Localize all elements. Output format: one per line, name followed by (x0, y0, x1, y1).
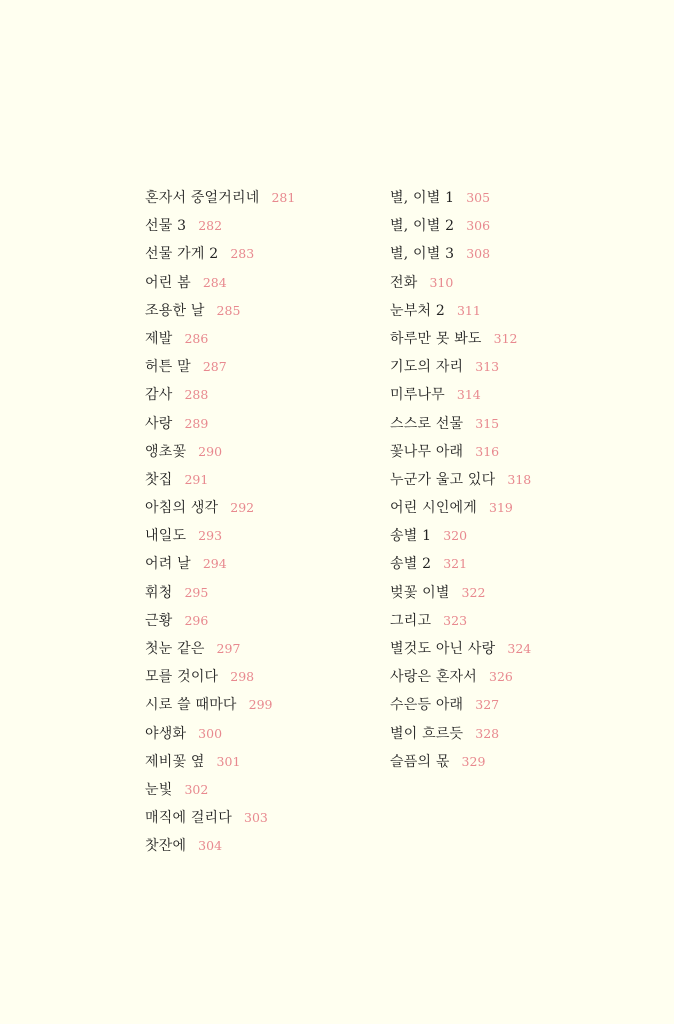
entry-page-number: 312 (493, 330, 518, 346)
entry-page-number: 297 (216, 641, 241, 656)
entry-title: 누군가 울고 있다 (390, 471, 496, 488)
entry-title: 아침의 생각 (145, 500, 219, 517)
toc-entry[interactable] (145, 635, 380, 663)
entry-title: 그리고 (390, 612, 432, 629)
entry-title: 송별 1 (390, 528, 432, 545)
entry-title: 시로 쓸 때마다 (145, 697, 237, 714)
entry-title: 내일도 (145, 528, 187, 545)
entry-title: 제발 (145, 330, 173, 347)
entry-page-number: 283 (230, 246, 255, 262)
entry-title: 별, 이별 1 (390, 190, 455, 206)
entry-title: 슬픔의 몫 (390, 753, 450, 770)
entry-page-number: 327 (475, 697, 500, 713)
toc-entry[interactable] (145, 663, 380, 691)
entry-page-number: 313 (475, 359, 500, 375)
toc-entry[interactable] (145, 522, 380, 550)
toc-entry[interactable] (390, 522, 660, 550)
entry-title: 근황 (145, 612, 173, 629)
entry-page-number: 291 (184, 471, 209, 487)
entry-title: 선물 3 (145, 218, 187, 235)
entry-page-number: 285 (216, 302, 241, 318)
entry-page-number: 290 (198, 443, 223, 459)
entry-title: 매직에 걸리다 (145, 810, 232, 827)
toc-left-column (145, 184, 380, 861)
entry-page-number: 302 (184, 781, 209, 797)
entry-title: 찻집 (145, 471, 173, 488)
entry-title: 조용한 날 (145, 302, 205, 319)
entry-title: 제비꽃 옆 (145, 753, 205, 770)
toc-entry[interactable] (390, 325, 660, 353)
entry-page-number: 322 (461, 584, 486, 600)
toc-entry[interactable] (145, 494, 380, 522)
entry-page-number: 301 (216, 753, 241, 769)
toc-entry[interactable] (145, 269, 380, 297)
toc-entry[interactable] (390, 466, 660, 494)
entry-page-number: 281 (271, 190, 296, 205)
entry-page-number: 303 (244, 810, 268, 826)
entry-title: 눈빛 (145, 781, 173, 798)
entry-page-number: 326 (489, 669, 513, 685)
toc-entry[interactable] (390, 240, 660, 268)
entry-title: 혼자서 중얼거리네 (145, 190, 260, 206)
entry-page-number: 289 (184, 415, 209, 431)
toc-right-column (390, 184, 660, 776)
toc-entry[interactable] (390, 607, 660, 635)
toc-entry[interactable] (390, 720, 660, 748)
toc-entry[interactable] (390, 184, 660, 212)
toc-entry[interactable] (145, 381, 380, 409)
entry-page-number: 310 (429, 274, 454, 290)
toc-entry[interactable] (390, 381, 660, 409)
entry-title: 별, 이별 3 (390, 246, 455, 263)
entry-page-number: 329 (461, 753, 486, 769)
toc-entry[interactable] (145, 607, 380, 635)
entry-page-number: 318 (507, 471, 532, 487)
toc-entry[interactable] (390, 269, 660, 297)
entry-title: 어린 시인에게 (390, 500, 477, 517)
entry-page-number: 305 (466, 190, 491, 205)
entry-page-number: 288 (184, 387, 209, 403)
entry-title: 벚꽃 이별 (390, 584, 450, 601)
entry-page-number: 315 (475, 415, 500, 431)
toc-entry[interactable] (145, 212, 380, 240)
entry-page-number: 286 (184, 330, 209, 346)
toc-entry[interactable] (390, 663, 660, 691)
toc-entry[interactable] (145, 410, 380, 438)
entry-title: 눈부처 2 (390, 302, 445, 319)
toc-entry[interactable] (145, 240, 380, 268)
toc-entry[interactable] (390, 635, 660, 663)
entry-page-number: 294 (202, 556, 227, 572)
toc-entry[interactable] (390, 438, 660, 466)
toc-entry[interactable] (390, 410, 660, 438)
entry-page-number: 284 (202, 274, 227, 290)
entry-page-number: 300 (198, 725, 223, 741)
toc-entry[interactable] (390, 579, 660, 607)
entry-title: 사랑은 혼자서 (390, 669, 477, 686)
entry-page-number: 304 (198, 838, 223, 854)
entry-page-number: 293 (198, 528, 223, 544)
entry-page-number: 292 (230, 500, 255, 516)
entry-page-number: 296 (184, 612, 209, 628)
toc-entry[interactable] (145, 297, 380, 325)
toc-entry[interactable] (145, 325, 380, 353)
entry-title: 허튼 말 (145, 359, 191, 376)
toc-entry[interactable] (145, 691, 380, 719)
entry-title: 앵초꽃 (145, 443, 187, 460)
toc-entry[interactable] (145, 804, 380, 832)
toc-entry[interactable] (145, 776, 380, 804)
entry-title: 감사 (145, 387, 173, 404)
entry-page-number: 299 (248, 697, 273, 713)
entry-title: 하루만 못 봐도 (390, 330, 482, 347)
toc-entry[interactable] (145, 353, 380, 381)
toc-entry[interactable] (145, 748, 380, 776)
toc-entry[interactable] (390, 550, 660, 578)
entry-title: 사랑 (145, 415, 173, 432)
toc-entry[interactable] (145, 720, 380, 748)
entry-title: 야생화 (145, 725, 187, 742)
toc-entry[interactable] (145, 184, 380, 212)
entry-page-number: 308 (466, 246, 491, 262)
entry-title: 휘청 (145, 584, 173, 601)
entry-title: 선물 가게 2 (145, 246, 219, 263)
entry-page-number: 306 (466, 218, 491, 234)
entry-title: 꽃나무 아래 (390, 443, 464, 460)
entry-title: 어려 날 (145, 556, 191, 573)
toc-entry[interactable] (390, 212, 660, 240)
entry-title: 첫눈 같은 (145, 641, 205, 657)
entry-page-number: 316 (475, 443, 500, 459)
toc-entry[interactable] (390, 748, 660, 776)
table-of-contents (0, 184, 674, 884)
toc-entry[interactable] (390, 353, 660, 381)
entry-title: 수은등 아래 (390, 697, 464, 714)
entry-page-number: 314 (456, 387, 481, 403)
toc-entry[interactable] (390, 691, 660, 719)
entry-page-number: 298 (230, 669, 255, 685)
entry-title: 전화 (390, 274, 418, 291)
entry-title: 스스로 선물 (390, 415, 464, 432)
toc-entry[interactable] (145, 438, 380, 466)
entry-page-number: 287 (202, 359, 227, 375)
entry-page-number: 320 (443, 528, 468, 544)
entry-title: 어린 봄 (145, 274, 191, 291)
entry-title: 별, 이별 2 (390, 218, 455, 235)
toc-entry[interactable] (145, 832, 380, 860)
entry-title: 미루나무 (390, 387, 445, 404)
toc-entry[interactable] (145, 466, 380, 494)
entry-title: 별것도 아닌 사랑 (390, 641, 496, 657)
entry-page-number: 324 (507, 641, 532, 656)
entry-page-number: 282 (198, 218, 223, 234)
toc-entry[interactable] (145, 579, 380, 607)
entry-title: 찻잔에 (145, 838, 187, 855)
toc-entry[interactable] (390, 297, 660, 325)
entry-page-number: 328 (475, 725, 500, 741)
toc-entry[interactable] (145, 550, 380, 578)
entry-page-number: 319 (489, 500, 513, 516)
entry-page-number: 321 (443, 556, 468, 572)
toc-entry[interactable] (390, 494, 660, 522)
entry-title: 모를 것이다 (145, 669, 219, 686)
entry-title: 별이 흐르듯 (390, 725, 464, 742)
entry-page-number: 323 (443, 612, 468, 628)
entry-page-number: 295 (184, 584, 209, 600)
entry-title: 송별 2 (390, 556, 432, 573)
entry-title: 기도의 자리 (390, 359, 464, 376)
entry-page-number: 311 (456, 302, 481, 318)
